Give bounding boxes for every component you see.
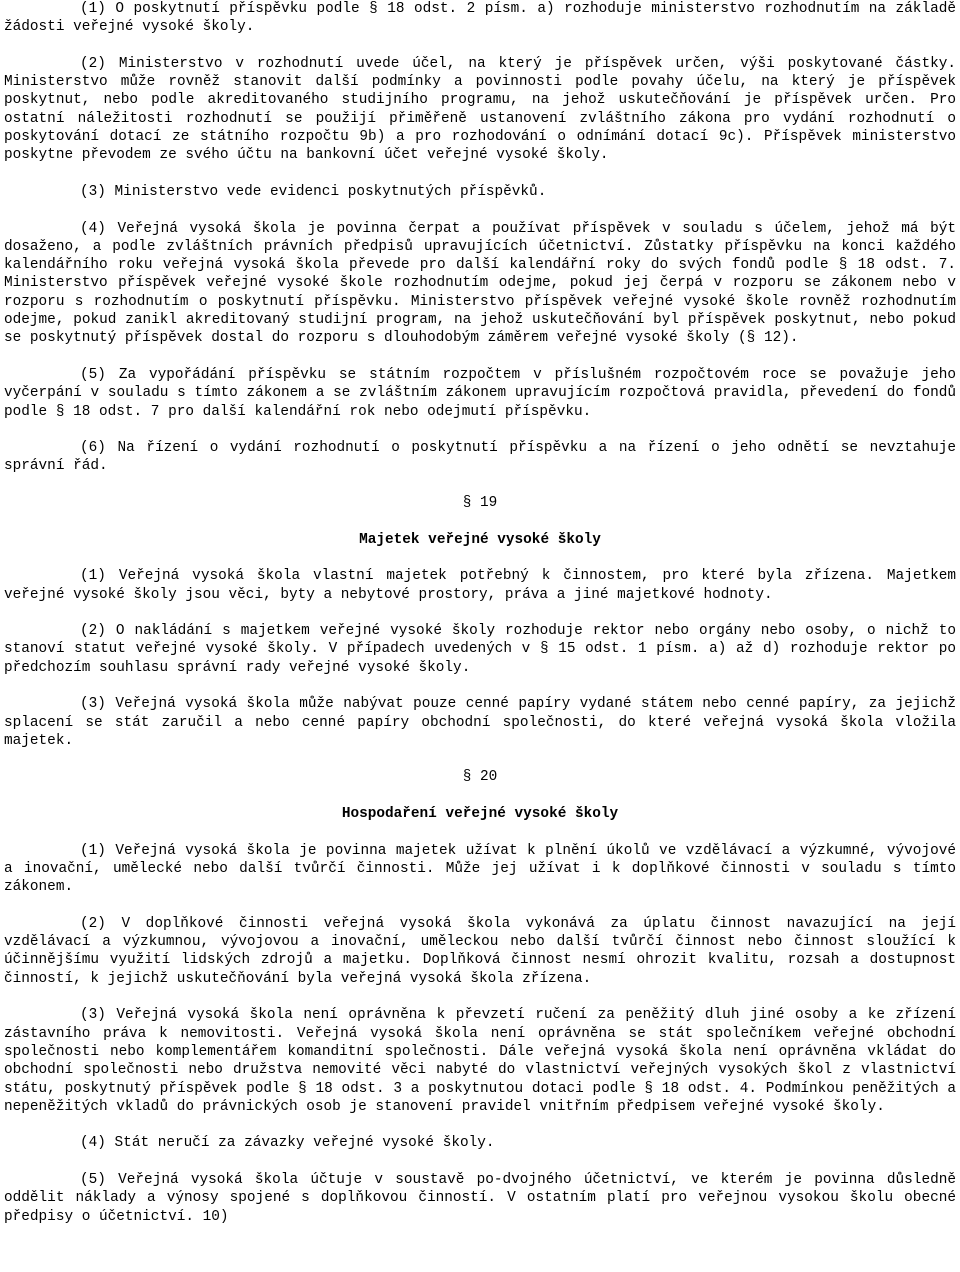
paragraph-18-4: (4) Veřejná vysoká škola je povinna čerpat a používat příspěvek v souladu s účelem, jehož má být dosaženo, a podle zvláštních právních předpisů upravujících účetnictví. Zůstatky příspěvku na konci každého kalendářního roku veřejná vysoká škola převede pro další kalendářní roky do svých fondů podle § 18 odst. 7. Ministerstvo příspěvek veřejné vysoké škole rozhodnutím odejme, pokud jej čerpá v rozporu se zákonem nebo v rozporu s rozhodnutím o poskytnutí příspěvku. Ministerstvo příspěvek veřejné vysoké škole rovněž rozhodnutím odejme, pokud zanikl akreditovaný studijní program, na jehož uskutečňování byl příspěvek poskytnut, nebo pokud se poskytnutý příspěvek dostal do rozporu s dlouhodobým záměrem veřejné vysoké školy (§ 12). [4, 220, 956, 347]
paragraph-18-5: (5) Za vypořádání příspěvku se státním rozpočtem v příslušném rozpočtovém roce se považuje jeho vyčerpání v souladu s tímto zákonem a se zvláštním zákonem upravujícím rozpočtová pravidla, převedení do fondů podle § 18 odst. 7 pro další kalendářní rok nebo odejmutí příspěvku. [4, 366, 956, 420]
section-19-title: Majetek veřejné vysoké školy [359, 531, 601, 548]
paragraph-20-1: (1) Veřejná vysoká škola je povinna majetek užívat k plnění úkolů ve vzdělávací a výzkumné, vývojové a inovační, umělecké nebo další tvůrčí činnosti. Může jej užívat i k doplňkové činnosti v souladu s tímto zákonem. [4, 842, 956, 896]
paragraph-18-3: (3) Ministerstvo vede evidenci poskytnutých příspěvků. [80, 183, 547, 200]
paragraph-20-2: (2) V doplňkové činnosti veřejná vysoká škola vykonává za úplatu činnost navazující na její vzdělávací a výzkumnou, vývojovou a inovační, uměleckou nebo další tvůrčí činnost nebo činnost sloužící k účinnějšímu využití lidských zdrojů a majetku. Doplňková činnost nesmí ohrozit kvalitu, rozsah a dostupnost činností, k jejichž uskutečňování byla veřejná vysoká škola zřízena. [4, 915, 956, 987]
paragraph-18-1: (1) O poskytnutí příspěvku podle § 18 odst. 2 písm. a) rozhoduje ministerstvo rozhodnutím na základě žádosti veřejné vysoké školy. [4, 1, 956, 36]
paragraph-20-4: (4) Stát neručí za závazky veřejné vysoké školy. [80, 1135, 495, 1152]
section-19-number: § 19 [462, 495, 498, 512]
paragraph-18-2: (2) Ministerstvo v rozhodnutí uvede účel, na který je příspěvek určen, výši poskytované částky. Ministerstvo může rovněž stanovit další podmínky a povinnosti podle povahy účelu, na který je příspěvek poskytnut, nebo podle akreditovaného studijního programu, na jehož uskutečňování je příspěvek určen. Pro ostatní náležitosti rozhodnutí se použijí přiměřeně ustanovení zvláštního zákona pro vydání rozhodnutí o poskytování dotací ze státního rozpočtu 9b) a pro rozhodování o odnímání dotací 9c). Příspěvek ministerstvo poskytne převodem ze svého účtu na bankovní účet veřejné vysoké školy. [4, 55, 956, 164]
paragraph-19-1: (1) Veřejná vysoká škola vlastní majetek potřebný k činnostem, pro které byla zřízena. Majetkem veřejné vysoké školy jsou věci, byty a nebytové prostory, práva a jiné majetkové hodnoty. [4, 568, 956, 603]
section-20-number: § 20 [462, 769, 498, 786]
paragraph-18-6: (6) Na řízení o vydání rozhodnutí o poskytnutí příspěvku a na řízení o jeho odnětí se nevztahuje správní řád. [4, 440, 956, 475]
paragraph-19-3: (3) Veřejná vysoká škola může nabývat pouze cenné papíry vydané státem nebo cenné papíry, za jejichž splacení se stát zaručil a nebo cenné papíry obchodní společnosti, do které veřejná vysoká škola vložila majetek. [4, 696, 956, 749]
paragraph-19-2: (2) O nakládání s majetkem veřejné vysoké školy rozhoduje rektor nebo orgány nebo osoby, o nichž to stanoví statut veřejné vysoké školy. V případech uvedených v § 15 odst. 1 písm. a) až d) rozhoduje rektor po předchozím souhlasu správní rady veřejné vysoké školy. [4, 623, 956, 676]
document-page [4, 0, 956, 1226]
section-20-title: Hospodaření veřejné vysoké školy [341, 806, 619, 823]
paragraph-20-3: (3) Veřejná vysoká škola není oprávněna k převzetí ručení za peněžitý dluh jiné osoby a ke zřízení zástavního práva k nemovitosti. Veřejná vysoká škola není oprávněna se stát společníkem veřejné obchodní společnosti nebo komplementářem komanditní společnosti. Dále veřejná vysoká škola není oprávněna vkládat do obchodní společnosti nebo družstva nemovité věci nabyté do vlastnictví veřejných vysokých škol z vlastnictví státu, poskytnutý příspěvek podle § 18 odst. 3 a poskytnutou dotaci podle § 18 odst. 4. Podmínkou peněžitých a nepeněžitých vkladů do právnických osob je stanovení pravidel vnitřním předpisem veřejné vysoké školy. [4, 1007, 956, 1115]
paragraph-20-5: (5) Veřejná vysoká škola účtuje v soustavě po-dvojného účetnictví, ve kterém je povinna důsledně oddělit náklady a výnosy spojené s doplňkovou činností. V ostatním platí pro veřejnou vysokou školu obecné předpisy o účetnictví. 10) [4, 1172, 956, 1225]
